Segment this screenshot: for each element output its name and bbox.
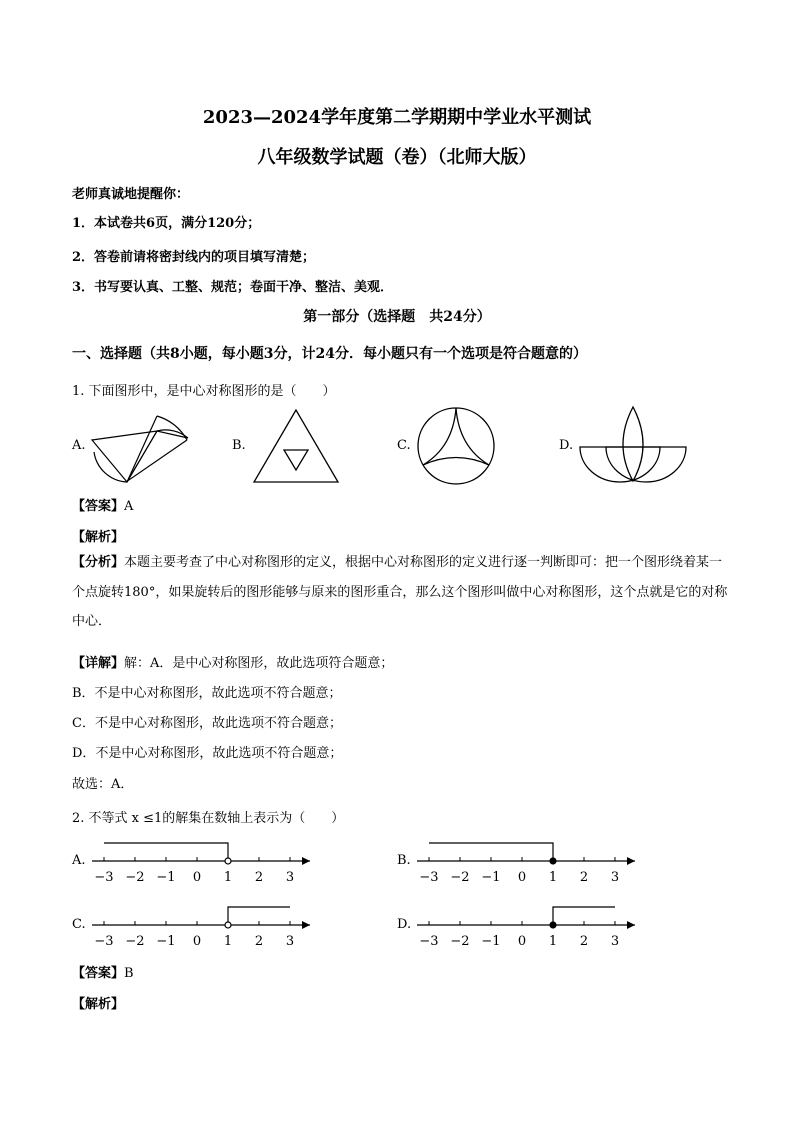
hollow-point bbox=[225, 858, 231, 864]
q2-numberline-a bbox=[90, 835, 315, 885]
q1-figure-c bbox=[415, 405, 497, 487]
tick-label: −2 bbox=[450, 934, 470, 949]
exam-title: 2023—2024学年度第二学期期中学业水平测试 bbox=[202, 107, 592, 128]
tick-label: 0 bbox=[517, 870, 527, 885]
q1-figure-d bbox=[578, 405, 688, 485]
axis-arrow bbox=[302, 921, 310, 929]
section1-title: 一、选择题（共8小题，每小题3分，计24分．每小题只有一个选项是符合题意的） bbox=[72, 346, 587, 362]
q1-conclusion: 故选：A． bbox=[72, 777, 134, 792]
q1-fenxi bbox=[72, 548, 732, 637]
tick-label: 1 bbox=[548, 870, 558, 885]
q1-answer bbox=[72, 495, 133, 514]
xiangjie-text: 解：A．是中心对称图形，故此选项符合题意； bbox=[124, 656, 394, 671]
tick-label: −3 bbox=[419, 934, 439, 949]
q1-line-c: C．不是中心对称图形，故此选项不符合题意； bbox=[72, 716, 342, 731]
tick-label: −1 bbox=[156, 870, 176, 885]
q2-numberline-b bbox=[415, 835, 640, 885]
solid-point bbox=[550, 922, 556, 928]
tick-label: −3 bbox=[94, 934, 114, 949]
answer-value: A bbox=[124, 499, 134, 514]
axis-arrow bbox=[627, 857, 635, 865]
tick-label: 1 bbox=[223, 934, 233, 949]
solid-point bbox=[550, 858, 556, 864]
part1-title: 第一部分（选择题 共24分） bbox=[303, 309, 491, 325]
tick-label: −2 bbox=[450, 870, 470, 885]
tick-label: −3 bbox=[419, 870, 439, 885]
tick-label: 2 bbox=[254, 934, 264, 949]
q1-line-d: D．不是中心对称图形，故此选项不符合题意； bbox=[72, 746, 343, 761]
tick-label: 0 bbox=[517, 934, 527, 949]
tick-label: 2 bbox=[579, 934, 589, 949]
q1-option-d-label: D. bbox=[559, 438, 574, 453]
q2-option-a-label: A. bbox=[72, 853, 86, 868]
q2-option-c-label: C. bbox=[72, 917, 86, 932]
fenxi-text: 本题主要考查了中心对称图形的定义，根据中心对称图形的定义进行逐一判断即可：把一个图形绕着某一个点旋转180°，如果旋转后的图形能够与原来的图形重合，那么这个图形叫做中心对称图形，这个点就是它的对称中心． bbox=[72, 555, 728, 629]
answer-tag: 【答案】 bbox=[72, 966, 125, 981]
answer-tag: 【答案】 bbox=[72, 499, 125, 514]
answer-value: B bbox=[124, 966, 134, 981]
tick-label: −2 bbox=[125, 934, 145, 949]
notice-item-2: 2．答卷前请将密封线内的项目填写清楚； bbox=[72, 250, 316, 265]
tick-label: −2 bbox=[125, 870, 145, 885]
exam-subtitle: 八年级数学试题（卷）（北师大版） bbox=[257, 147, 537, 168]
axis-arrow bbox=[627, 921, 635, 929]
notice-item-3: 3．书写要认真、工整、规范；卷面干净、整洁、美观． bbox=[72, 280, 394, 295]
tick-label: 0 bbox=[192, 870, 202, 885]
q2-stem: 2. 不等式 x ≤1的解集在数轴上表示为（ ） bbox=[72, 811, 345, 826]
tick-label: −1 bbox=[156, 934, 176, 949]
tick-label: 3 bbox=[610, 934, 620, 949]
tick-label: 2 bbox=[254, 870, 264, 885]
tick-label: 2 bbox=[579, 870, 589, 885]
q2-analysis-tag: 【解析】 bbox=[72, 997, 125, 1012]
q1-figure-b bbox=[252, 408, 342, 488]
tick-label: −1 bbox=[481, 870, 501, 885]
q2-option-b-label: B. bbox=[397, 853, 411, 868]
hollow-point bbox=[225, 922, 231, 928]
notice-heading: 老师真诚地提醒你： bbox=[72, 187, 190, 202]
fenxi-tag: 【分析】 bbox=[72, 555, 125, 570]
q2-answer bbox=[72, 962, 134, 981]
q1-option-c-label: C. bbox=[397, 438, 411, 453]
q1-stem: 1. 下面图形中，是中心对称图形的是（ ） bbox=[72, 384, 336, 399]
tick-label: 3 bbox=[285, 870, 295, 885]
q1-xiangjie bbox=[72, 652, 393, 671]
tick-label: 3 bbox=[610, 870, 620, 885]
tick-label: 1 bbox=[223, 870, 233, 885]
q2-option-d-label: D. bbox=[397, 917, 412, 932]
q2-numberline-c bbox=[90, 899, 315, 949]
notice-item-1: 1．本试卷共6页，满分120分； bbox=[72, 216, 261, 231]
q1-option-a-label: A. bbox=[72, 438, 86, 453]
tick-label: 0 bbox=[192, 934, 202, 949]
q1-analysis-tag: 【解析】 bbox=[72, 530, 125, 545]
axis-arrow bbox=[302, 857, 310, 865]
tick-label: 3 bbox=[285, 934, 295, 949]
xiangjie-tag: 【详解】 bbox=[72, 656, 125, 671]
tick-label: −1 bbox=[481, 934, 501, 949]
tick-label: 1 bbox=[548, 934, 558, 949]
q1-line-b: B．不是中心对称图形，故此选项不符合题意； bbox=[72, 686, 342, 701]
q2-numberline-d bbox=[415, 899, 640, 949]
q1-figure-a bbox=[90, 410, 190, 485]
q1-option-b-label: B. bbox=[232, 438, 246, 453]
tick-label: −3 bbox=[94, 870, 114, 885]
